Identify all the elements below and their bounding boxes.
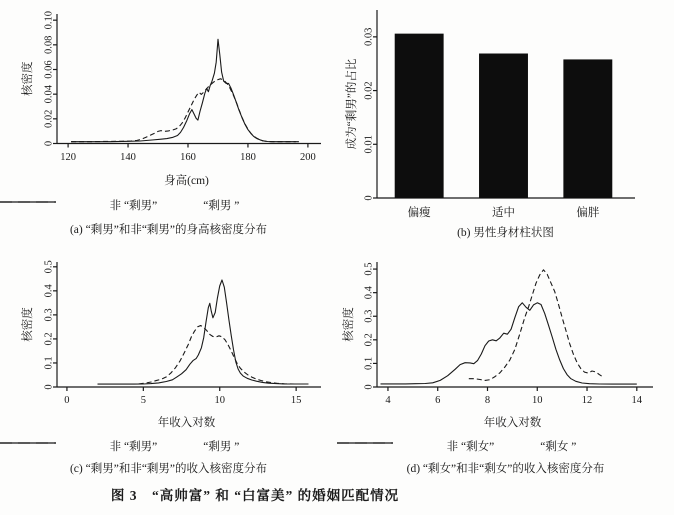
x-tick-label: 140 — [120, 152, 136, 163]
x-tick-label: 5 — [140, 395, 146, 406]
y-tick-label: 0.1 — [43, 356, 55, 370]
female-income-density-chart — [337, 250, 674, 433]
x-tick-label: 14 — [631, 395, 643, 406]
caption-a: (a) “剩男”和非“剩男”的身高核密度分布 — [69, 224, 268, 236]
legend-d — [337, 438, 674, 454]
y-tick-label: 0.4 — [363, 286, 375, 300]
x-tick-label: 160 — [180, 152, 196, 163]
panel-height-density — [0, 0, 337, 246]
x-axis-label: 年收入对数 — [483, 417, 542, 429]
y-tick-label: 0.02 — [43, 109, 55, 129]
y-tick-label: 0.03 — [363, 27, 375, 47]
y-axis-label: 核密度 — [343, 307, 356, 342]
bar-适中 — [479, 54, 528, 198]
x-axis-label: 身高(cm) — [164, 175, 209, 187]
x-tick-label: 6 — [435, 395, 441, 406]
legend-label-shengnan: “剩男 ” — [203, 200, 240, 212]
legend-label-non-shengnv: 非 “剩女” — [446, 441, 495, 453]
series-dashed-line — [469, 270, 603, 381]
x-tick-label: 120 — [60, 152, 76, 163]
panel-body-type-bars — [337, 0, 674, 246]
series-solid-line — [98, 280, 309, 384]
y-tick-label: 0.04 — [43, 84, 55, 104]
legend-label-non-shengnan: 非 “剩男” — [109, 441, 158, 453]
x-tick-label: 180 — [240, 152, 256, 163]
legend-label-non-shengnan: 非 “剩男” — [109, 200, 158, 212]
y-tick-label: 0.3 — [43, 308, 55, 322]
y-tick-label: 0.08 — [43, 35, 55, 55]
legend-label-shengnan: “剩男 ” — [203, 441, 240, 453]
series-dashed-line — [71, 79, 296, 142]
height-density-chart — [0, 0, 337, 192]
series-solid-line — [71, 39, 299, 141]
category-label: 适中 — [492, 207, 515, 219]
x-tick-label: 8 — [484, 395, 491, 406]
y-tick-label: 0 — [43, 140, 55, 147]
y-tick-label: 0.02 — [363, 81, 375, 100]
x-tick-label: 12 — [581, 395, 593, 406]
dashed-line-sample — [0, 438, 60, 448]
y-tick-label: 0.2 — [363, 333, 375, 347]
y-axis-label: 核密度 — [22, 307, 35, 342]
caption-b: (b) 男性身材柱状图 — [457, 227, 554, 239]
y-tick-label: 0.5 — [43, 260, 55, 274]
caption-c: (c) “剩男”和非“剩男”的收入核密度分布 — [69, 463, 268, 475]
y-axis-label: 核密度 — [22, 61, 35, 96]
y-tick-label: 0 — [363, 384, 375, 390]
x-tick-label: 10 — [214, 395, 225, 406]
y-tick-label: 0.1 — [363, 356, 375, 370]
legend-label-shengnv: “剩女 ” — [540, 441, 577, 453]
x-tick-label: 10 — [532, 395, 543, 406]
caption-d: (d) “剩女”和非“剩女”的收入核密度分布 — [406, 463, 605, 475]
x-tick-label: 4 — [385, 395, 391, 406]
dashed-line-sample — [337, 438, 397, 448]
y-tick-label: 0 — [363, 195, 375, 201]
y-tick-label: 0.06 — [43, 60, 55, 79]
y-tick-label: 0.3 — [363, 309, 375, 323]
male-income-density-chart — [0, 250, 337, 433]
panel-income-density-female — [337, 250, 674, 480]
category-label: 偏瘦 — [407, 207, 431, 219]
y-tick-label: 0.2 — [43, 332, 55, 346]
category-label: 偏胖 — [576, 207, 600, 219]
x-tick-label: 15 — [290, 395, 302, 406]
x-tick-label: 0 — [64, 395, 70, 406]
legend-c — [0, 438, 337, 454]
series-solid-line — [381, 303, 637, 384]
legend-a — [0, 197, 337, 213]
x-axis-label: 年收入对数 — [157, 417, 216, 429]
dashed-line-sample — [0, 197, 60, 207]
panel-income-density-male — [0, 250, 337, 480]
bar-偏瘦 — [395, 34, 444, 198]
figure-caption: 图 3 “高帅富” 和 “白富美” 的婚姻匹配情况 — [110, 488, 400, 503]
y-tick-label: 0.01 — [363, 135, 375, 154]
body-type-bar-chart — [337, 0, 674, 222]
y-tick-label: 0.10 — [43, 10, 55, 30]
y-tick-label: 0 — [43, 384, 55, 390]
y-tick-label: 0.4 — [43, 284, 55, 298]
x-tick-label: 200 — [300, 152, 316, 163]
bar-偏胖 — [563, 59, 612, 198]
y-tick-label: 0.5 — [363, 262, 375, 276]
y-axis-label: 成为“剩男”的占比 — [346, 58, 359, 150]
series-dashed-line — [139, 326, 309, 385]
